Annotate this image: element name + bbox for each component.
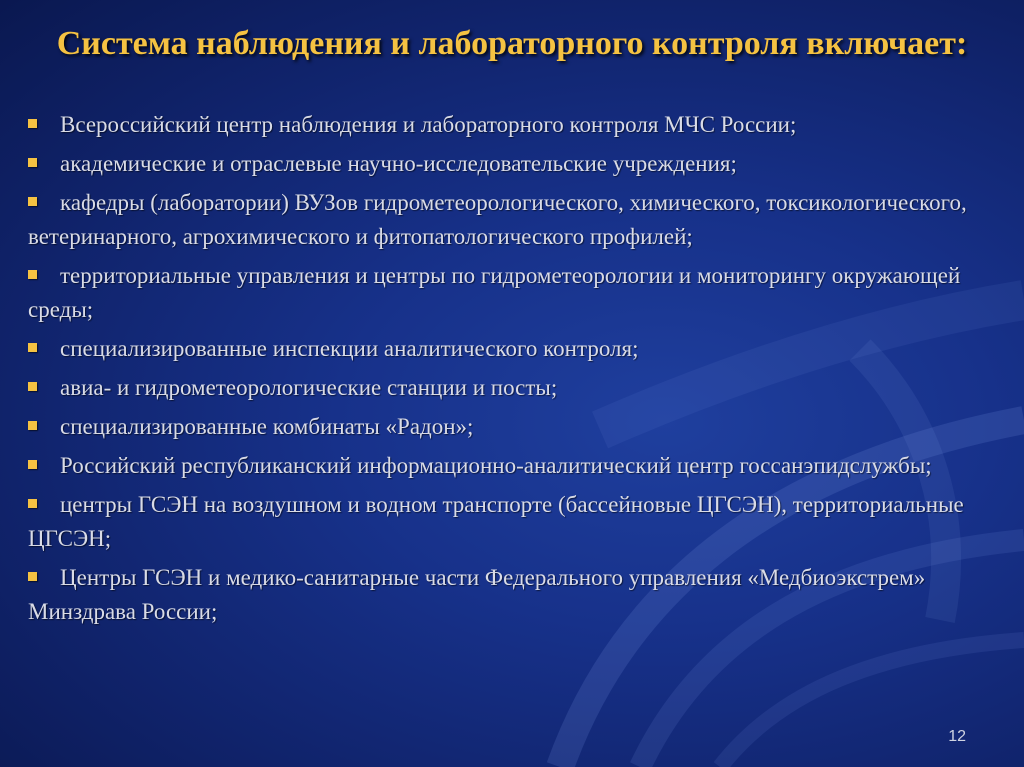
- list-item: [28, 449, 1003, 483]
- list-item: [28, 186, 1003, 254]
- list-item: [28, 561, 1003, 629]
- square-bullet-icon: [28, 119, 37, 128]
- square-bullet-icon: [28, 421, 37, 430]
- square-bullet-icon: [28, 197, 37, 206]
- list-item-text: авиа- и гидрометеорологические станции и посты;: [60, 375, 558, 400]
- square-bullet-icon: [28, 270, 37, 279]
- list-item-text: кафедры (лаборатории) ВУЗов гидрометеорологического, химического, токсикологического, ветеринарного, агрохимического и фитопатологического профилей;: [28, 190, 967, 249]
- list-item: [28, 371, 1003, 405]
- list-item-text: Центры ГСЭН и медико-санитарные части Федерального управления «Медбиоэкстрем» Минздрава России;: [28, 565, 926, 624]
- page-number: 12: [948, 728, 966, 745]
- square-bullet-icon: [28, 382, 37, 391]
- square-bullet-icon: [28, 499, 37, 508]
- slide-title: Система наблюдения и лабораторного контроля включает:: [56, 25, 968, 62]
- list-item: [28, 147, 1003, 181]
- square-bullet-icon: [28, 158, 37, 167]
- bullet-list: [28, 108, 1003, 634]
- list-item-text: академические и отраслевые научно-исследовательские учреждения;: [60, 151, 737, 176]
- square-bullet-icon: [28, 343, 37, 352]
- list-item: [28, 410, 1003, 444]
- list-item: [28, 108, 1003, 142]
- square-bullet-icon: [28, 572, 37, 581]
- list-item: [28, 488, 1003, 556]
- list-item-text: центры ГСЭН на воздушном и водном транспорте (бассейновые ЦГСЭН), территориальные ЦГСЭН;: [28, 492, 964, 551]
- list-item-text: Российский республиканский информационно-аналитический центр госсанэпидслужбы;: [60, 453, 932, 478]
- list-item-text: Всероссийский центр наблюдения и лабораторного контроля МЧС России;: [60, 112, 797, 137]
- list-item-text: специализированные комбинаты «Радон»;: [60, 414, 474, 439]
- list-item: [28, 332, 1003, 366]
- list-item-text: территориальные управления и центры по гидрометеорологии и мониторингу окружающей среды;: [28, 263, 961, 322]
- list-item: [28, 259, 1003, 327]
- list-item-text: специализированные инспекции аналитического контроля;: [60, 336, 639, 361]
- square-bullet-icon: [28, 460, 37, 469]
